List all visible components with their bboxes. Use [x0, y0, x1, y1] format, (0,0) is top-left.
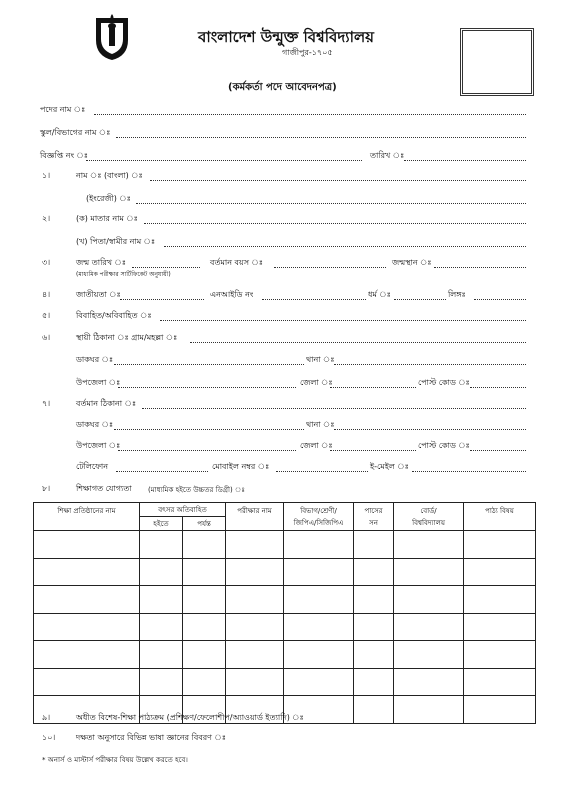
- permanent-district-field[interactable]: [330, 387, 416, 388]
- marital-status-field[interactable]: [160, 320, 526, 321]
- advert-no-label: বিজ্ঞপ্তি নং ঃ: [40, 151, 88, 160]
- education-table: [33, 502, 536, 724]
- religion-label: ধর্ম ঃ: [368, 290, 391, 299]
- name-english-field[interactable]: [136, 203, 526, 204]
- religion-field[interactable]: [394, 299, 446, 300]
- training-label: অধীত বিশেষ-শিক্ষা পাঠ্যক্রম (প্রশিক্ষণ/ফেলোশীপ/অ্যাওয়ার্ড ইত্যাদি) ঃ: [76, 713, 304, 722]
- item-number-9: ৯।: [42, 713, 51, 722]
- footnote: * অনার্স ও মাস্টার্স পরীক্ষার বিষয় উল্লেখ করতে হবে।: [42, 756, 188, 764]
- father-name-label: (খ) পিতা/স্বামীর নাম ঃ: [76, 237, 156, 246]
- col-board-line2: বিশ্ববিদ্যালয়: [412, 519, 445, 527]
- col-years-header: বৎসর অতিবাহিত: [140, 503, 226, 517]
- col-from-header: হইতে: [140, 517, 183, 531]
- date-label: তারিখ ঃ: [370, 151, 405, 160]
- col-division-line2: জিপিএ/সিজিপিএ: [293, 519, 344, 527]
- present-thana-field[interactable]: [334, 429, 526, 430]
- permanent-thana-field[interactable]: [334, 364, 526, 365]
- col-board-line1: বোর্ড/: [420, 507, 437, 515]
- table-row: [34, 613, 536, 641]
- birth-date-field[interactable]: [132, 267, 200, 268]
- current-age-field[interactable]: [274, 267, 386, 268]
- present-post-office-label: ডাকঘর ঃ: [76, 420, 114, 429]
- col-pass-line2: সন: [369, 519, 378, 527]
- permanent-village-field[interactable]: [190, 342, 526, 343]
- present-thana-label: থানা ঃ: [306, 420, 335, 429]
- present-post-code-label: পোস্ট কোড ঃ: [418, 441, 470, 450]
- school-dept-field[interactable]: [116, 137, 526, 138]
- photo-box[interactable]: [460, 28, 534, 96]
- permanent-post-office-field[interactable]: [114, 364, 304, 365]
- name-english-label: (ইংরেজী) ঃ: [86, 194, 131, 203]
- permanent-post-office-label: ডাকঘর ঃ: [76, 355, 114, 364]
- col-subject-header: পাঠ্য বিষয়: [464, 503, 536, 531]
- col-division-header: [284, 503, 354, 531]
- gender-label: লিঙ্গঃ: [448, 290, 466, 299]
- col-board-header: [394, 503, 464, 531]
- item-number-3: ৩।: [42, 258, 51, 267]
- item-number-10: ১০।: [42, 733, 56, 742]
- nationality-label: জাতীয়তা ঃ: [76, 290, 121, 299]
- col-division-line1: বিভাগ/শ্রেণী/: [300, 507, 337, 515]
- university-logo-icon: [92, 12, 132, 62]
- permanent-post-code-field[interactable]: [470, 387, 526, 388]
- nid-field[interactable]: [262, 299, 366, 300]
- present-upazila-label: উপজেলা ঃ: [76, 441, 121, 450]
- permanent-upazila-label: উপজেলা ঃ: [76, 378, 121, 387]
- birth-date-note: (মাধ্যমিক পরীক্ষার সার্টিফিকেট অনুযায়ী): [76, 271, 171, 278]
- present-address-field[interactable]: [142, 408, 526, 409]
- current-age-label: বর্তমান বয়স ঃ: [210, 258, 263, 267]
- gender-field[interactable]: [474, 299, 526, 300]
- telephone-field[interactable]: [116, 471, 208, 472]
- post-name-field[interactable]: [94, 114, 526, 115]
- table-row: [34, 668, 536, 696]
- education-note: (মাধ্যমিক হইতে উচ্চতর ডিগ্রী) ঃ: [148, 486, 245, 494]
- advert-no-field[interactable]: [86, 160, 362, 161]
- table-row: [34, 558, 536, 586]
- birthplace-label: জন্মস্থান ঃ: [392, 258, 432, 267]
- date-field[interactable]: [404, 160, 526, 161]
- email-field[interactable]: [412, 471, 526, 472]
- father-name-field[interactable]: [164, 246, 526, 247]
- present-address-label: বর্তমান ঠিকানা ঃ: [76, 399, 137, 408]
- university-location: গাজীপুর-১৭০৫: [282, 48, 333, 57]
- present-post-office-field[interactable]: [114, 429, 304, 430]
- marital-status-label: বিবাহিত/অবিবাহিত ঃ: [76, 311, 152, 320]
- permanent-upazila-field[interactable]: [118, 387, 296, 388]
- item-number-8: ৮।: [42, 484, 51, 493]
- item-number-2: ২।: [42, 214, 51, 223]
- item-number-7: ৭।: [42, 399, 51, 408]
- col-institution-header: শিক্ষা প্রতিষ্ঠানের নাম: [34, 503, 140, 531]
- school-dept-label: স্কুল/বিভাগের নাম ঃ: [40, 128, 111, 137]
- present-upazila-field[interactable]: [118, 450, 296, 451]
- name-bangla-field[interactable]: [150, 180, 526, 181]
- name-bangla-label: নাম ঃ (বাংলা) ঃ: [76, 171, 143, 180]
- university-name: বাংলাদেশ উন্মুক্ত বিশ্ববিদ্যালয়: [198, 28, 374, 46]
- permanent-address-label: স্থায়ী ঠিকানা ঃ গ্রাম/মহল্লা ঃ: [76, 333, 178, 342]
- mother-name-field[interactable]: [144, 223, 526, 224]
- table-row: [34, 531, 536, 559]
- present-district-label: জেলা ঃ: [300, 441, 333, 450]
- mobile-label: মোবাইল নম্বর ঃ: [212, 462, 270, 471]
- item-number-1: ১।: [42, 171, 51, 180]
- col-pass-year-header: [354, 503, 394, 531]
- col-exam-header: পরীক্ষার নাম: [226, 503, 284, 531]
- item-number-5: ৫।: [42, 311, 51, 320]
- col-to-header: পর্যন্ত: [183, 517, 226, 531]
- nid-label: এনআইডি নং: [210, 290, 254, 299]
- email-label: ই-মেইল ঃ: [370, 462, 409, 471]
- birth-date-label: জন্ম তারিখ ঃ: [76, 258, 126, 267]
- permanent-post-code-label: পোস্ট কোড ঃ: [418, 378, 470, 387]
- item-number-4: ৪।: [42, 290, 51, 299]
- form-title: (কর্মকর্তা পদে আবেদনপত্র): [228, 82, 337, 93]
- education-label: শিক্ষাগত যোগ্যতা: [76, 484, 132, 493]
- permanent-district-label: জেলা ঃ: [300, 378, 333, 387]
- languages-label: দক্ষতা অনুসারে বিভিন্ন ভাষা জ্ঞানের বিবরণ ঃ: [76, 733, 226, 742]
- post-name-label: পদের নাম ঃ: [40, 105, 86, 114]
- table-row: [34, 586, 536, 614]
- birthplace-field[interactable]: [434, 267, 526, 268]
- item-number-6: ৬।: [42, 333, 51, 342]
- present-post-code-field[interactable]: [470, 450, 526, 451]
- present-district-field[interactable]: [330, 450, 416, 451]
- table-row: [34, 641, 536, 669]
- nationality-field[interactable]: [120, 299, 204, 300]
- telephone-label: টেলিফোন: [76, 462, 109, 471]
- permanent-thana-label: থানা ঃ: [306, 355, 335, 364]
- col-pass-line1: পাসের: [364, 507, 383, 515]
- mother-name-label: (ক) মাতার নাম ঃ: [76, 214, 138, 223]
- mobile-field[interactable]: [276, 471, 368, 472]
